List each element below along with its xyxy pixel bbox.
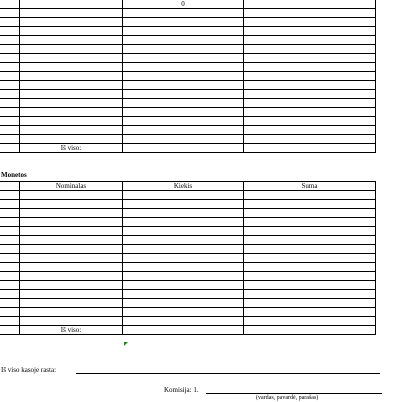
- table-cell: [0, 281, 20, 290]
- table-cell: [0, 227, 20, 236]
- table-row: [0, 200, 376, 209]
- table-cell: [244, 254, 376, 263]
- cell-comment-marker: [124, 342, 128, 346]
- table-row: [0, 117, 376, 126]
- table-cell: [123, 326, 244, 335]
- table-cell: [0, 308, 20, 317]
- table-cell: [0, 144, 20, 153]
- table-cell: [244, 45, 376, 54]
- table-cell: [123, 45, 244, 54]
- table-row: [0, 108, 376, 117]
- table-cell: [0, 236, 20, 245]
- table-row: [0, 209, 376, 218]
- table-cell: [20, 99, 123, 108]
- table-row: [0, 135, 376, 144]
- table-cell: [0, 90, 20, 99]
- table-cell: [0, 9, 20, 18]
- table-cell: [20, 317, 123, 326]
- table-row: [0, 90, 376, 99]
- table-cell: [123, 218, 244, 227]
- table-cell: [244, 81, 376, 90]
- table-row: [0, 290, 376, 299]
- table-row: [0, 272, 376, 281]
- table-row: [0, 72, 376, 81]
- table-cell: [20, 236, 123, 245]
- table-cell: [244, 263, 376, 272]
- table-row: [0, 281, 376, 290]
- table-cell: [20, 200, 123, 209]
- table-cell: [0, 54, 20, 63]
- table-cell: [244, 108, 376, 117]
- table-cell: [123, 90, 244, 99]
- table-row: [0, 9, 376, 18]
- commission-signature-line[interactable]: [206, 393, 382, 394]
- table-row: [0, 218, 376, 227]
- table-cell: [123, 200, 244, 209]
- table-cell: [244, 117, 376, 126]
- table-cell: [20, 308, 123, 317]
- table-cell: [0, 27, 20, 36]
- table-cell: [123, 308, 244, 317]
- table-cell: [123, 126, 244, 135]
- table-cell: [0, 99, 20, 108]
- table-cell: [244, 326, 376, 335]
- commission-label: Komisija: 1.: [164, 386, 199, 394]
- table-cell: [123, 263, 244, 272]
- table-cell: [123, 191, 244, 200]
- table-cell: [244, 290, 376, 299]
- table-cell: [20, 245, 123, 254]
- table-cell: [244, 18, 376, 27]
- table-cell: [20, 54, 123, 63]
- table-cell: [123, 27, 244, 36]
- table-cell: [123, 254, 244, 263]
- cash-found-label: Iš viso kasoje rasta:: [1, 366, 57, 374]
- table-cell: [20, 108, 123, 117]
- table-cell: [244, 144, 376, 153]
- table-row: [0, 36, 376, 45]
- table-row: [0, 18, 376, 27]
- table-cell: [244, 135, 376, 144]
- table-row: [0, 0, 376, 9]
- table-cell: [244, 317, 376, 326]
- table-cell: [123, 72, 244, 81]
- banknotes-table: [0, 0, 376, 153]
- table-row: [0, 99, 376, 108]
- table-cell: [123, 227, 244, 236]
- table-cell: [244, 209, 376, 218]
- table-row: [0, 236, 376, 245]
- table-cell: [0, 299, 20, 308]
- table-cell: [123, 272, 244, 281]
- coins-section-title: Monetos: [1, 171, 27, 179]
- table-row: [0, 299, 376, 308]
- table-cell: [244, 63, 376, 72]
- table-cell: [0, 254, 20, 263]
- table-cell: [123, 54, 244, 63]
- table-cell: [0, 36, 20, 45]
- table-row: [0, 227, 376, 236]
- table-row: [0, 45, 376, 54]
- table-cell: [0, 81, 20, 90]
- cash-found-line[interactable]: [76, 373, 380, 374]
- table-cell: [20, 117, 123, 126]
- table-cell: [20, 135, 123, 144]
- total-label: Iš viso:: [20, 144, 123, 153]
- table-cell: [0, 126, 20, 135]
- table-cell: [0, 263, 20, 272]
- table-cell: [244, 299, 376, 308]
- table-cell: [0, 209, 20, 218]
- header-nominal: Nominalas: [20, 182, 123, 191]
- table-cell: [20, 90, 123, 99]
- table-cell: [0, 117, 20, 126]
- table-cell: [20, 36, 123, 45]
- table-cell: [20, 299, 123, 308]
- table-cell: [123, 135, 244, 144]
- table-row: [0, 27, 376, 36]
- table-row: [0, 317, 376, 326]
- table-cell: [20, 191, 123, 200]
- table-cell: [0, 135, 20, 144]
- total-label: Iš viso:: [20, 326, 123, 335]
- table-cell: [244, 0, 376, 9]
- table-cell: [20, 254, 123, 263]
- table-cell: [123, 245, 244, 254]
- coins-table-header-row: [0, 182, 376, 191]
- table-cell: [244, 9, 376, 18]
- table-cell: [244, 90, 376, 99]
- table-cell: [244, 126, 376, 135]
- table-cell: [123, 108, 244, 117]
- table-row: [0, 245, 376, 254]
- table-cell: [244, 245, 376, 254]
- table-cell: [0, 18, 20, 27]
- table-cell: [244, 227, 376, 236]
- header-quantity: Kiekis: [123, 182, 244, 191]
- table-cell: [20, 0, 123, 9]
- table-cell: [123, 281, 244, 290]
- table-row: [0, 254, 376, 263]
- table-row: [0, 126, 376, 135]
- table-cell: [20, 272, 123, 281]
- header-sum: Suma: [244, 182, 376, 191]
- table-cell: [0, 182, 20, 191]
- table-cell: [20, 126, 123, 135]
- table-cell: [123, 144, 244, 153]
- table-row: [0, 63, 376, 72]
- table-cell: [20, 18, 123, 27]
- table-cell: [123, 63, 244, 72]
- table-row: [0, 54, 376, 63]
- table-cell: [244, 99, 376, 108]
- table-cell: [20, 209, 123, 218]
- table-cell: [20, 63, 123, 72]
- table-cell: [0, 72, 20, 81]
- table-cell: [123, 299, 244, 308]
- table-cell: [123, 236, 244, 245]
- table-cell: [244, 36, 376, 45]
- table-row: [0, 263, 376, 272]
- table-cell: [123, 18, 244, 27]
- table-cell: [20, 218, 123, 227]
- table-row: [0, 81, 376, 90]
- table-cell: [123, 117, 244, 126]
- table-cell: [123, 317, 244, 326]
- table-cell: [20, 27, 123, 36]
- table-cell: [20, 81, 123, 90]
- table-cell: [0, 0, 20, 9]
- table-cell: [123, 99, 244, 108]
- table-cell: [123, 81, 244, 90]
- table-cell: [0, 290, 20, 299]
- table-cell: [0, 63, 20, 72]
- table-cell: [20, 227, 123, 236]
- coins-table-body: [0, 191, 376, 335]
- table-cell: [0, 108, 20, 117]
- table-cell: [0, 245, 20, 254]
- table-row: [0, 308, 376, 317]
- table-cell: [244, 54, 376, 63]
- table-cell: [0, 317, 20, 326]
- coins-table: [0, 181, 376, 335]
- table-cell: [123, 9, 244, 18]
- total-row: [0, 326, 376, 335]
- table-cell: [244, 272, 376, 281]
- table-cell: [20, 45, 123, 54]
- table-cell: [123, 36, 244, 45]
- table-cell: [0, 218, 20, 227]
- first-row-value: 0: [123, 0, 244, 9]
- table-row: [0, 191, 376, 200]
- table-cell: [244, 200, 376, 209]
- table-cell: [20, 9, 123, 18]
- table-cell: [0, 326, 20, 335]
- table-cell: [244, 308, 376, 317]
- table-cell: [20, 281, 123, 290]
- table-cell: [244, 218, 376, 227]
- table-cell: [244, 27, 376, 36]
- table-cell: [20, 290, 123, 299]
- table-cell: [0, 191, 20, 200]
- table-cell: [244, 236, 376, 245]
- banknotes-table-body: [0, 0, 376, 153]
- table-cell: [0, 200, 20, 209]
- table-cell: [244, 72, 376, 81]
- table-cell: [0, 272, 20, 281]
- table-cell: [244, 191, 376, 200]
- table-cell: [20, 72, 123, 81]
- table-cell: [123, 290, 244, 299]
- signature-caption: (vardas, pavardė, parašas): [256, 395, 319, 401]
- table-cell: [244, 281, 376, 290]
- table-cell: [123, 209, 244, 218]
- table-cell: [0, 45, 20, 54]
- total-row: [0, 144, 376, 153]
- table-cell: [20, 263, 123, 272]
